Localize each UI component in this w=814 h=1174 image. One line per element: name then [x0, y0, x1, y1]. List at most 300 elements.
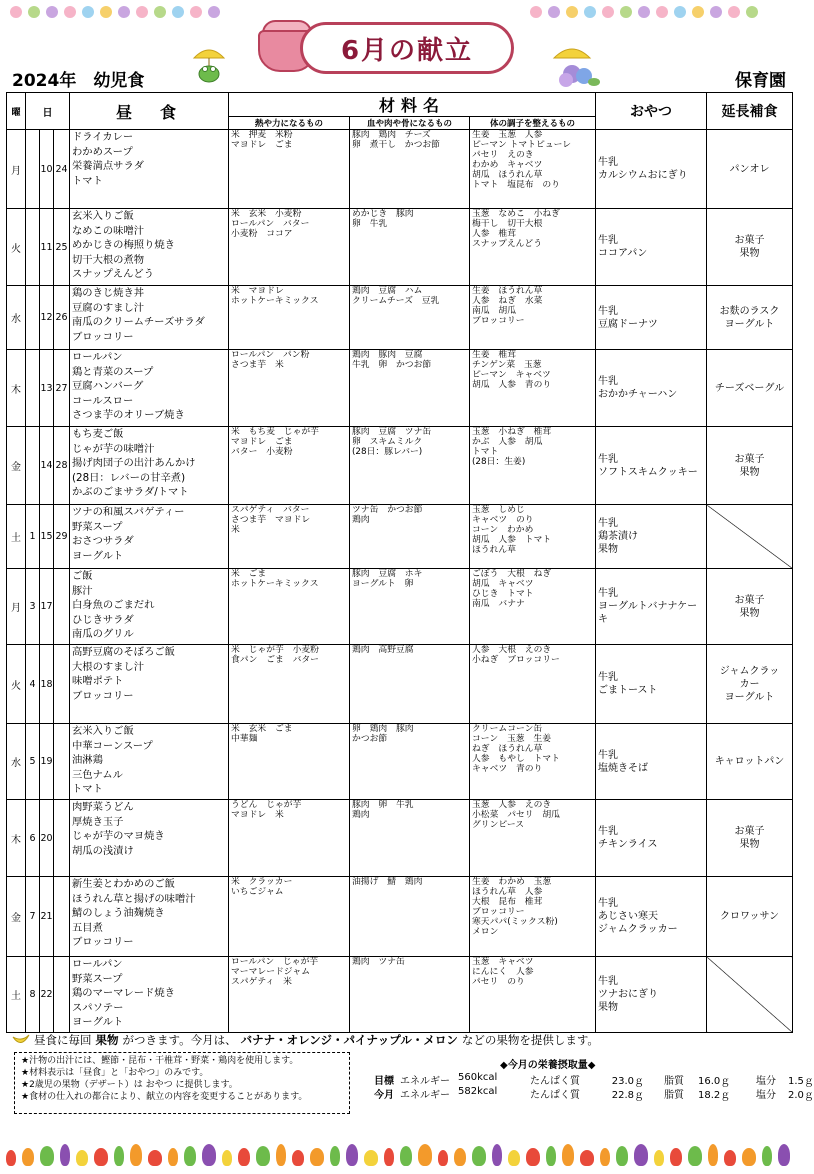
weekday-cell: 水: [7, 724, 26, 800]
condition-cell: [470, 350, 596, 427]
blood-line: 鶏肉: [352, 810, 370, 820]
weekday-cell: 土: [7, 957, 26, 1033]
vegetable-icon: [310, 1148, 324, 1166]
heat-line: バター 小麦粉: [231, 447, 293, 457]
vegetable-icon: [670, 1148, 682, 1166]
blood-cell: [350, 724, 470, 800]
hydrangea-umbrella-icon: [546, 40, 606, 90]
lunch-line: 胡瓜の浅漬け: [72, 844, 134, 857]
snack-cell: [596, 209, 707, 286]
extended-line: 果物: [739, 839, 760, 850]
vegetable-icon: [130, 1144, 142, 1166]
blood-line: 卵 牛乳: [352, 219, 388, 229]
date-cell: 24: [54, 130, 70, 209]
date-cell: [54, 569, 70, 645]
lunch-cell: [70, 427, 229, 505]
lunch-line: ブロッコリー: [72, 936, 134, 949]
condition-line: ブロッコリー: [472, 907, 525, 917]
vegetable-icon: [762, 1146, 772, 1166]
blood-cell: [350, 286, 470, 350]
lunch-line: なめこの味噌汁: [72, 224, 145, 237]
fruit-note-mid: がつきます。今月は、: [122, 1033, 237, 1047]
heat-line: いちごジャム: [231, 887, 284, 897]
lunch-line: 油淋鶏: [72, 754, 103, 767]
lunch-line: スパソテー: [72, 1001, 124, 1014]
condition-line: ほうれん草 人参: [472, 887, 543, 897]
lunch-line: (28日：レバーの甘辛煮): [72, 471, 186, 484]
blood-line: 牛乳 卵 かつお節: [352, 360, 432, 370]
weekday-cell: 木: [7, 350, 26, 427]
blood-cell: [350, 427, 470, 505]
snack-line: ヨーグルトバナナケーキ: [598, 601, 698, 625]
vegetable-icon: [292, 1150, 304, 1166]
extended-cell: [707, 286, 793, 350]
heat-line: マヨドレ ごま: [231, 437, 293, 447]
nutrition-target-row: 目標 エネルギー 560kcal たんぱく質 23.0ｇ 脂質 16.0ｇ 塩分 1.5ｇ: [374, 1072, 814, 1087]
blood-line: (28日：豚レバー): [352, 447, 423, 457]
condition-cell: [470, 800, 596, 877]
date-cell: 12: [40, 286, 54, 350]
nutrition-actual-row: 今月 エネルギー 582kcal たんぱく質 22.8ｇ 脂質 18.2ｇ 塩分 2.0ｇ: [374, 1086, 814, 1101]
date-cell: 28: [54, 427, 70, 505]
snack-cell: [596, 877, 707, 957]
blood-line: 豚肉 豆腐 ツナ缶: [352, 427, 432, 437]
lunch-line: トマト: [72, 174, 103, 187]
heat-cell: [229, 645, 350, 724]
condition-line: わかめ キャベツ: [472, 160, 543, 170]
vegetable-icon: [634, 1144, 648, 1166]
extended-line: チーズベーグル: [714, 382, 785, 394]
snack-line: 牛乳: [598, 749, 618, 761]
extended-line: ヨーグルト: [724, 318, 775, 330]
extended-line: お菓子: [734, 826, 765, 837]
lunch-line: 大根のすまし汁: [72, 660, 145, 673]
condition-line: スナップえんどう: [472, 239, 543, 249]
lunch-cell: [70, 645, 229, 724]
extended-cell: [707, 800, 793, 877]
heat-line: ロールパン バター: [231, 219, 310, 229]
lunch-line: さつま芋のオリーブ焼き: [72, 409, 185, 422]
condition-line: 南瓜 胡瓜: [472, 306, 516, 316]
condition-line: かぶ 人参 胡瓜: [472, 437, 543, 447]
heat-line: 米 ごま: [231, 569, 267, 579]
lunch-line: ドライカレー: [72, 131, 134, 143]
lunch-line: ブロッコリー: [72, 689, 134, 702]
heat-cell: [229, 505, 350, 569]
vegetable-icon: [346, 1144, 358, 1166]
date-cell: 4: [26, 645, 40, 724]
extended-line: お麩のラスク: [719, 305, 780, 317]
blood-line: 卵 鶏肉 豚肉: [352, 724, 414, 734]
snack-line: 牛乳: [598, 588, 618, 599]
snack-line: 豆腐ドーナツ: [598, 318, 658, 330]
blood-cell: [350, 209, 470, 286]
blood-cell: [350, 569, 470, 645]
fruit-note: [12, 1032, 599, 1048]
lunch-cell: [70, 800, 229, 877]
vegetable-icon: [364, 1150, 378, 1166]
snack-cell: [596, 130, 707, 209]
lunch-line: 玄米入りご飯: [72, 725, 134, 737]
vegetable-icon: [492, 1144, 502, 1166]
lunch-line: コールスロー: [72, 394, 134, 407]
lunch-line: わかめスープ: [72, 145, 133, 158]
condition-line: 玉葱 なめこ 小ねぎ: [472, 209, 560, 219]
lunch-line: 鯖のしょう油麹焼き: [72, 907, 165, 920]
snack-line: 牛乳: [598, 826, 618, 837]
condition-line: 生姜 わかめ 玉葱: [472, 877, 552, 887]
condition-line: 梅干し 切干大根: [472, 219, 543, 229]
snack-line: カルシウムおにぎり: [598, 170, 688, 181]
lunch-header: 昼 食: [70, 93, 229, 130]
extended-cell: [707, 724, 793, 800]
vegetable-border: [6, 1140, 796, 1166]
heat-line: 米: [231, 525, 240, 535]
condition-line: ピーマン キャベツ: [472, 370, 551, 380]
heat-line: ロールパン パン粉: [231, 350, 310, 360]
vegetable-icon: [454, 1148, 466, 1166]
condition-line: コーン 玉葱 生姜: [472, 734, 551, 744]
frog-umbrella-icon: [192, 44, 226, 84]
extended-line: パンオレ: [729, 163, 770, 175]
snack-line: 牛乳: [598, 453, 618, 465]
vegetable-icon: [94, 1148, 108, 1166]
lunch-line: 厚焼き玉子: [72, 815, 124, 828]
condition-line: チンゲン菜 玉葱: [472, 360, 542, 370]
lunch-line: 白身魚のごまだれ: [72, 599, 155, 612]
condition-line: グリンピース: [472, 820, 524, 830]
lunch-line: ロールパン: [72, 958, 123, 970]
extended-line: お菓子: [734, 453, 765, 465]
extended-line: お菓子: [734, 594, 765, 606]
condition-line: 胡瓜 人参 青のり: [472, 380, 552, 390]
blood-line: めかじき 豚肉: [352, 209, 414, 219]
extended-cell: [707, 427, 793, 505]
condition-cell: [470, 724, 596, 800]
condition-line: 人参 大根 えのき: [472, 645, 552, 655]
heat-line: 小麦粉 ココア: [231, 229, 293, 239]
snack-line: おかかチャーハン: [598, 389, 678, 400]
note-line: ★2歳児の果物（デザート）は おやつ に提供します。: [21, 1080, 238, 1090]
condition-line: 寒天パパ(ミックス粉): [472, 917, 558, 927]
condition-line: 玉葱 小ねぎ 椎茸: [472, 427, 552, 437]
date-cell: [54, 957, 70, 1033]
lunch-line: 揚げ肉団子の出汁あんかけ: [72, 457, 196, 470]
date-cell: 5: [26, 724, 40, 800]
lunch-cell: [70, 877, 229, 957]
vegetable-icon: [472, 1146, 486, 1166]
lunch-line: 玄米入りご飯: [72, 210, 134, 222]
condition-line: 胡瓜 人参 トマト: [472, 535, 552, 545]
snack-line: 果物: [598, 544, 618, 555]
snack-cell: [596, 427, 707, 505]
vegetable-icon: [546, 1146, 556, 1166]
vegetable-icon: [40, 1146, 54, 1166]
heat-line: マヨドレ ごま: [231, 140, 293, 150]
lunch-line: 豆腐のすまし汁: [72, 301, 145, 314]
lunch-cell: [70, 209, 229, 286]
extended-line: クロワッサン: [720, 911, 779, 922]
blood-line: 豚肉 豆腐 ホキ: [352, 569, 423, 579]
menu-row: [7, 350, 793, 427]
lunch-line: 肉野菜うどん: [72, 801, 134, 813]
blood-line: 豚肉 鶏肉 チーズ: [352, 130, 431, 140]
heat-line: スパゲティ バター: [231, 505, 310, 515]
lunch-line: ひじきサラダ: [72, 613, 134, 626]
heat-line: うどん じゃが芋: [231, 800, 302, 810]
menu-row: [7, 569, 793, 645]
vegetable-icon: [22, 1148, 34, 1166]
date-cell: 8: [26, 957, 40, 1033]
lunch-line: ほうれん草と揚げの味噌汁: [72, 892, 196, 905]
heat-line: スパゲティ 米: [231, 977, 292, 987]
condition-line: クリームコーン缶: [472, 724, 543, 734]
heat-cell: [229, 286, 350, 350]
extended-line: 果物: [739, 248, 760, 259]
snack-cell: [596, 505, 707, 569]
snack-line: チキンライス: [598, 839, 658, 850]
blood-line: 鶏肉 豆腐 ハム: [352, 286, 423, 296]
blood-header: 血や肉や骨になるもの: [350, 117, 470, 130]
lunch-line: 中華コーンスープ: [72, 739, 153, 752]
condition-cell: [470, 877, 596, 957]
snack-line: 牛乳: [598, 157, 618, 168]
lunch-line: スナップえんどう: [72, 268, 154, 281]
date-cell: [26, 350, 40, 427]
notes-box: [14, 1052, 350, 1114]
snack-line: 牛乳: [598, 976, 618, 987]
lunch-line: 野菜スープ: [72, 520, 123, 533]
lunch-line: 豚汁: [72, 584, 93, 597]
note-line: ★食材の仕入れの都合により、献立の内容を変更することがあります。: [21, 1092, 308, 1102]
snack-line: ジャムクラッカー: [598, 924, 678, 935]
condition-line: 生姜 椎茸: [472, 350, 516, 360]
heat-line: 米 じゃが芋 小麦粉: [231, 645, 319, 655]
condition-line: ねぎ ほうれん草: [472, 744, 543, 754]
extended-cell: [707, 957, 793, 1033]
vegetable-icon: [418, 1144, 432, 1166]
blood-cell: [350, 877, 470, 957]
extended-cell: [707, 569, 793, 645]
date-cell: 11: [40, 209, 54, 286]
snack-line: 牛乳: [598, 235, 618, 246]
snack-line: ツナおにぎり: [598, 989, 658, 1000]
weekday-cell: 火: [7, 209, 26, 286]
condition-cell: [470, 130, 596, 209]
heat-line: ホットケーキミックス: [231, 579, 319, 589]
snack-line: 牛乳: [598, 898, 618, 909]
extended-line: 果物: [739, 466, 760, 478]
lunch-cell: [70, 130, 229, 209]
vegetable-icon: [60, 1144, 70, 1166]
snack-line: ソフトスキムクッキー: [598, 466, 698, 478]
lunch-line: じゃが芋の味噌汁: [72, 442, 155, 455]
vegetable-icon: [330, 1146, 340, 1166]
menu-row: [7, 427, 793, 505]
lunch-line: 三色ナムル: [72, 768, 123, 781]
lunch-line: 五目煮: [72, 921, 103, 934]
date-cell: 27: [54, 350, 70, 427]
fruit-note-post: などの果物を提供します。: [461, 1033, 599, 1047]
date-cell: [26, 286, 40, 350]
date-cell: [54, 877, 70, 957]
extended-cell: [707, 505, 793, 569]
blood-cell: [350, 800, 470, 877]
heat-line: 食パン ごま バター: [231, 655, 319, 665]
heat-line: 米 クラッカー: [231, 877, 293, 887]
vegetable-icon: [778, 1144, 790, 1166]
snack-line: 塩焼きそば: [598, 762, 648, 774]
blood-line: かつお節: [352, 734, 388, 744]
date-cell: [54, 645, 70, 724]
menu-row: [7, 800, 793, 877]
date-cell: 13: [40, 350, 54, 427]
vegetable-icon: [6, 1150, 16, 1166]
condition-line: 人参 椎茸: [472, 229, 516, 239]
lunch-line: 味噌ポテト: [72, 675, 124, 688]
vegetable-icon: [600, 1148, 610, 1166]
condition-line: コーン わかめ: [472, 525, 534, 535]
blood-line: 鶏肉 ツナ缶: [352, 957, 405, 967]
vegetable-icon: [238, 1148, 250, 1166]
condition-header: 体の調子を整えるもの: [470, 117, 596, 130]
lunch-cell: [70, 350, 229, 427]
blood-line: 卵 スキムミルク: [352, 437, 423, 447]
condition-cell: [470, 427, 596, 505]
heat-line: マーマレードジャム: [231, 967, 310, 977]
date-header: 日: [26, 93, 70, 130]
heat-cell: [229, 569, 350, 645]
condition-line: 南瓜 バナナ: [472, 599, 525, 609]
heat-line: さつま芋 米: [231, 360, 284, 370]
heat-cell: [229, 209, 350, 286]
condition-line: メロン: [472, 927, 499, 937]
lunch-line: 鶏と青菜のスープ: [72, 365, 154, 378]
extended-line: お菓子: [734, 235, 765, 246]
condition-line: パセリ のり: [472, 977, 525, 987]
condition-line: キャベツ のり: [472, 515, 534, 525]
snack-cell: [596, 957, 707, 1033]
menu-row: [7, 645, 793, 724]
date-cell: 20: [40, 800, 54, 877]
vegetable-icon: [168, 1148, 178, 1166]
lunch-line: トマト: [72, 783, 103, 796]
vegetable-icon: [508, 1150, 520, 1166]
vegetable-icon: [222, 1150, 232, 1166]
note-line: ★汁物の出汁には、鰹節・昆布・干椎茸・野菜・鶏肉を使用します。: [21, 1056, 299, 1066]
extended-line: 果物: [739, 607, 760, 619]
snack-header: おやつ: [596, 93, 707, 130]
heat-line: 米 押麦 米粉: [231, 130, 293, 140]
date-cell: 15: [40, 505, 54, 569]
blood-line: 豚肉 卵 牛乳: [352, 800, 414, 810]
blood-cell: [350, 957, 470, 1033]
flower-border-left: [10, 6, 220, 24]
heat-header: 熱や力になるもの: [229, 117, 350, 130]
condition-line: ピーマン トマトピューレ: [472, 140, 572, 150]
menu-row: [7, 286, 793, 350]
snack-cell: [596, 645, 707, 724]
vegetable-icon: [400, 1146, 412, 1166]
condition-line: ごぼう 大根 ねぎ: [472, 569, 552, 579]
condition-line: キャベツ 青のり: [472, 764, 543, 774]
date-cell: [54, 800, 70, 877]
weekday-cell: 水: [7, 286, 26, 350]
date-cell: [54, 724, 70, 800]
vegetable-icon: [76, 1150, 88, 1166]
vegetable-icon: [742, 1148, 756, 1166]
lunch-line: 南瓜のクリームチーズサラダ: [72, 316, 205, 329]
weekday-cell: 木: [7, 800, 26, 877]
blood-line: 卵 煮干し かつお節: [352, 140, 440, 150]
snack-cell: [596, 286, 707, 350]
snack-line: ココアパン: [598, 248, 648, 259]
lunch-line: ご飯: [72, 570, 93, 582]
extended-line: ジャムクラッ: [719, 665, 780, 677]
condition-line: 小ねぎ ブロッコリー: [472, 655, 560, 665]
vegetable-icon: [202, 1144, 216, 1166]
blood-cell: [350, 505, 470, 569]
extended-cell: [707, 130, 793, 209]
menu-row: [7, 957, 793, 1033]
menu-row: [7, 209, 793, 286]
extended-cell: [707, 209, 793, 286]
condition-cell: [470, 645, 596, 724]
condition-line: 胡瓜 ほうれん草: [472, 170, 543, 180]
date-cell: [26, 130, 40, 209]
date-cell: 1: [26, 505, 40, 569]
lunch-line: めかじきの梅照り焼き: [72, 239, 175, 252]
lunch-line: 栄養満点サラダ: [72, 160, 144, 173]
date-cell: 29: [54, 505, 70, 569]
lunch-cell: [70, 957, 229, 1033]
fruit-note-fruit-word: 果物: [95, 1033, 119, 1047]
vegetable-icon: [616, 1146, 628, 1166]
condition-line: 小松菜 パセリ 胡瓜: [472, 810, 560, 820]
heat-cell: [229, 130, 350, 209]
menu-table: [6, 92, 793, 1033]
condition-line: 胡瓜 キャベツ: [472, 579, 534, 589]
nutrition-title: ◆今月の栄養摂取量◆: [500, 1060, 596, 1071]
condition-line: 生姜 玉葱 人参: [472, 130, 543, 140]
condition-line: 大根 昆布 椎茸: [472, 897, 543, 907]
heat-cell: [229, 877, 350, 957]
lunch-line: 高野豆腐のそぼろご飯: [72, 646, 175, 658]
date-cell: 18: [40, 645, 54, 724]
condition-line: 玉葱 人参 えのき: [472, 800, 552, 810]
lunch-line: かぶのごまサラダ/トマト: [72, 486, 189, 499]
date-cell: 14: [40, 427, 54, 505]
vegetable-icon: [562, 1144, 574, 1166]
snack-line: 牛乳: [598, 672, 618, 683]
fruit-note-fruits: バナナ・オレンジ・パイナップル・メロン: [240, 1033, 458, 1047]
date-cell: 10: [40, 130, 54, 209]
lunch-cell: [70, 569, 229, 645]
lunch-line: ヨーグルト: [72, 1016, 124, 1029]
vegetable-icon: [184, 1146, 196, 1166]
facility-label: 保育園: [735, 71, 786, 91]
snack-line: ごまトースト: [598, 685, 658, 696]
extended-line: キャロットパン: [714, 756, 785, 767]
blood-line: 油揚げ 鯖 鶏肉: [352, 877, 423, 887]
heat-line: ロールパン じゃが芋: [231, 957, 319, 967]
vegetable-icon: [114, 1146, 124, 1166]
note-line: ★材料表示は「昼食」と「おやつ」のみです。: [21, 1068, 209, 1078]
blood-line: ヨーグルト 卵: [352, 579, 414, 589]
heat-cell: [229, 350, 350, 427]
lunch-cell: [70, 286, 229, 350]
date-cell: [26, 209, 40, 286]
